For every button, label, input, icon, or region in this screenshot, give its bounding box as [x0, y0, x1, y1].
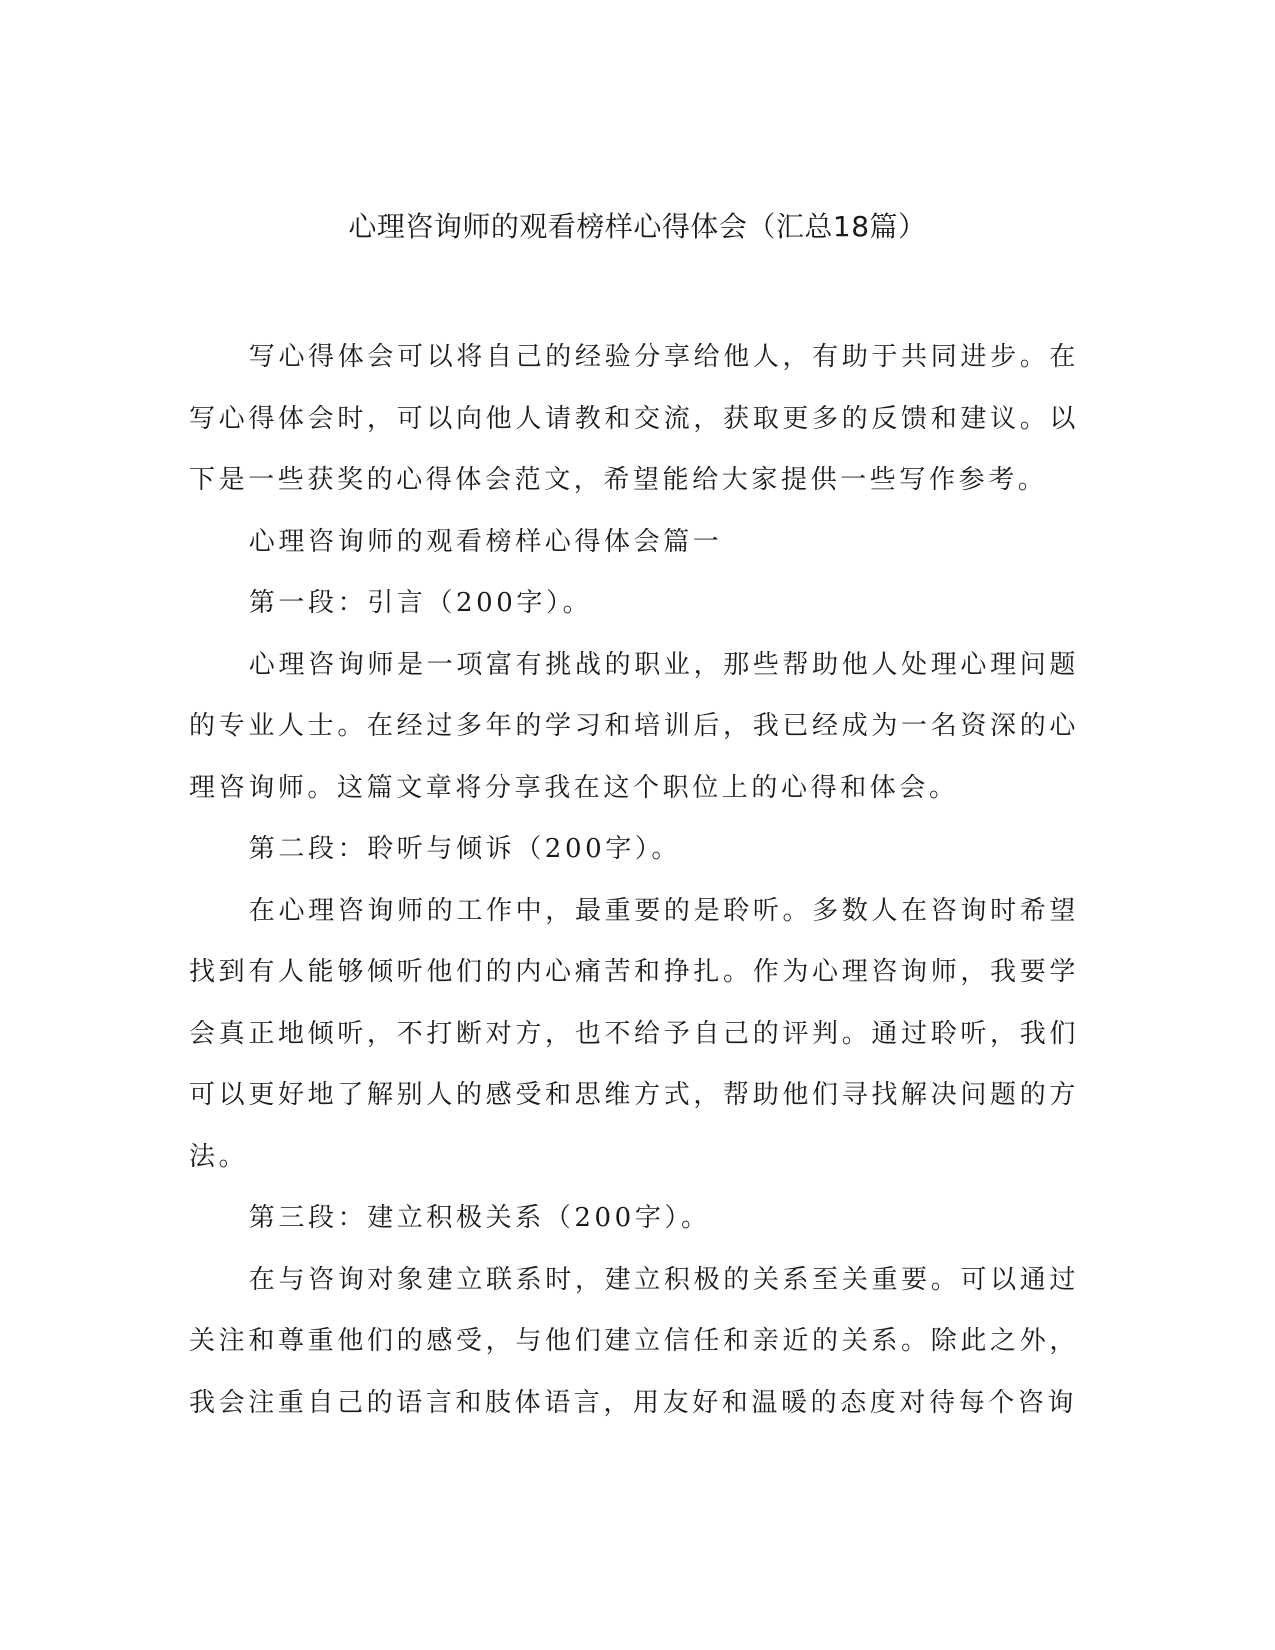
section-paragraph-1: 心理咨询师是一项富有挑战的职业，那些帮助他人处理心理问题的专业人士。在经过多年的学习和培训后，我已经成为一名资深的心理咨询师。这篇文章将分享我在这个职位上的心得和体会。 — [189, 649, 1079, 803]
section-heading-1: 第一段：引言（200字）。 — [248, 588, 593, 618]
section-paragraph-2: 在心理咨询师的工作中，最重要的是聆听。多数人在咨询时希望找到有人能够倾听他们的内心痛苦和挣扎。作为心理咨询师，我要学会真正地倾听，不打断对方，也不给予自己的评判。通过聆听，我们可以更好地了解别人的感受和思维方式，帮助他们寻找解决问题的方法。 — [189, 895, 1079, 1172]
section-heading-3: 第三段：建立积极关系（200字）。 — [248, 1203, 711, 1233]
section-paragraph-3: 在与咨询对象建立联系时，建立积极的关系至关重要。可以通过关注和尊重他们的感受，与他们建立信任和亲近的关系。除此之外，我会注重自己的语言和肢体语言，用友好和温暖的态度对待每个咨询 — [189, 1264, 1079, 1418]
document-title: 心理咨询师的观看榜样心得体会（汇总18篇） — [348, 210, 927, 243]
section-heading-2: 第二段：聆听与倾诉（200字）。 — [248, 834, 682, 864]
article-heading: 心理咨询师的观看榜样心得体会篇一 — [248, 526, 723, 557]
document-body — [189, 327, 1079, 1434]
intro-paragraph: 写心得体会可以将自己的经验分享给他人，有助于共同进步。在写心得体会时，可以向他人请教和交流，获取更多的反馈和建议。以下是一些获奖的心得体会范文，希望能给大家提供一些写作参考。 — [189, 342, 1079, 495]
